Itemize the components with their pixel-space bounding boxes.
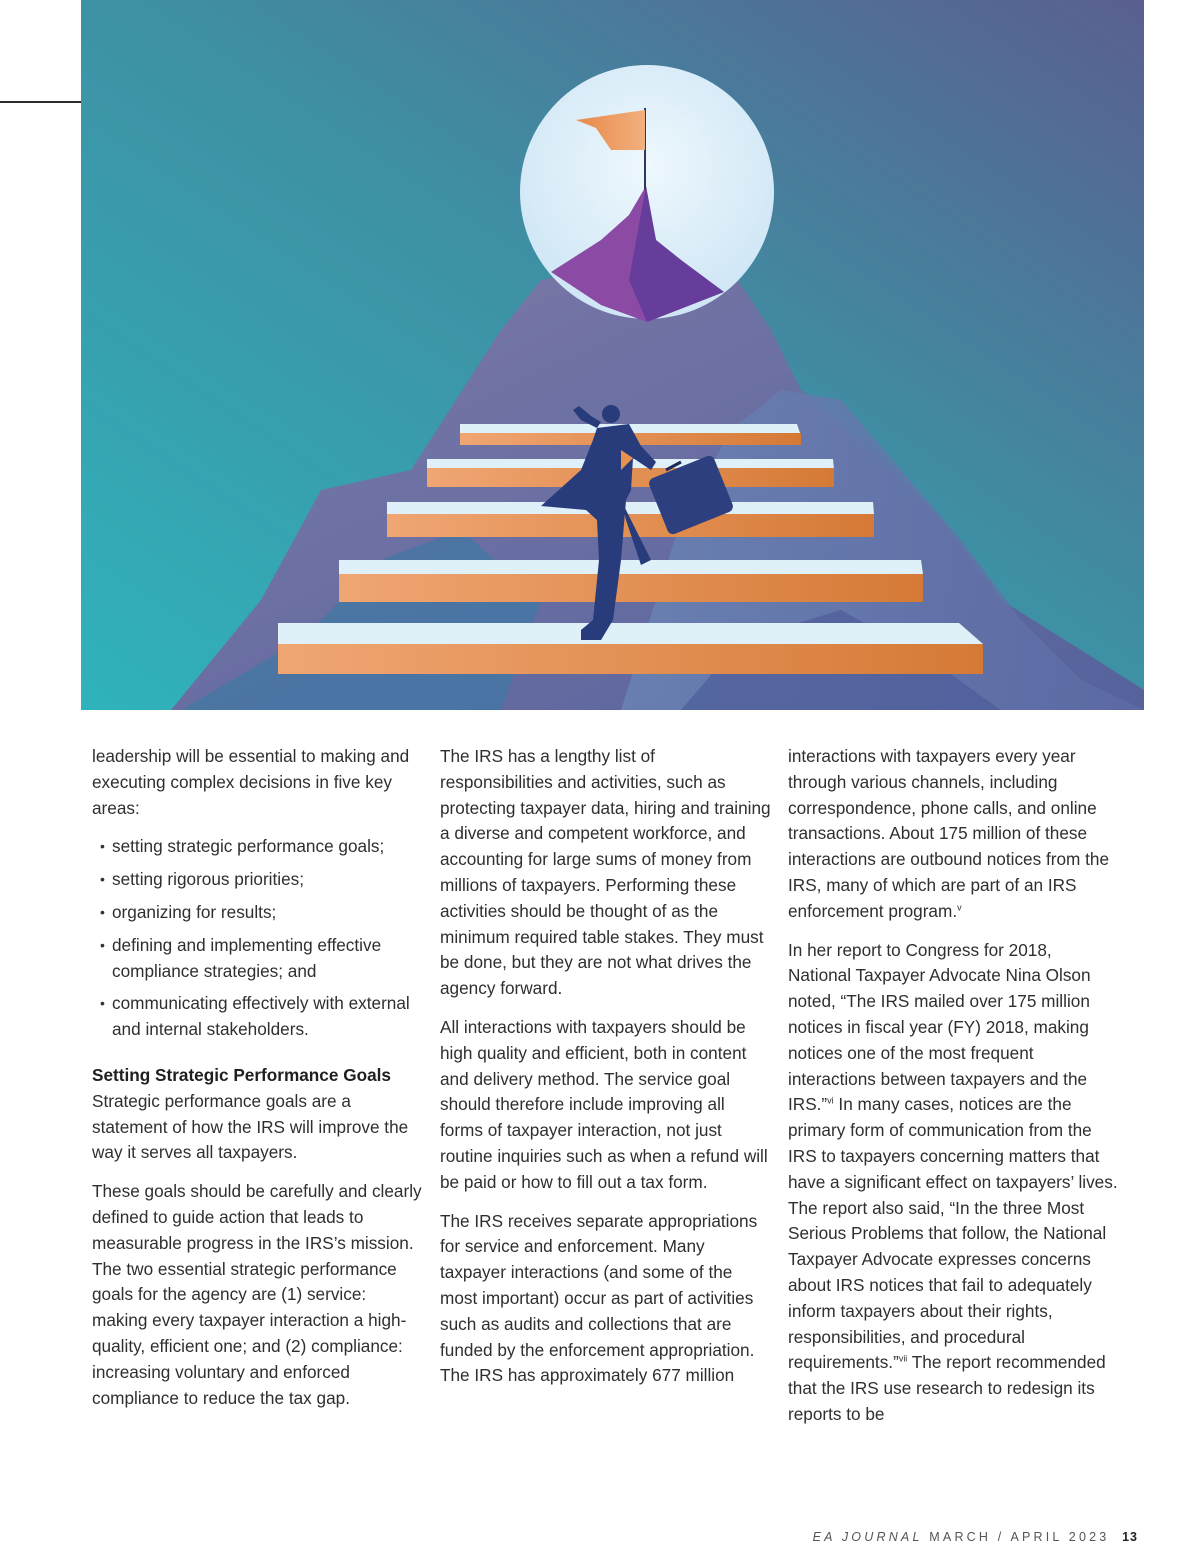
issue-date: MARCH / APRIL 2023	[929, 1530, 1110, 1544]
col3-p2-text-c: The report recommended that the IRS use research to redesign its reports to be	[788, 1352, 1106, 1424]
col2-paragraph-2: All interactions with taxpayers should be high quality and efficient, both in content and delivery method. The service goal should therefore include improving all forms of taxpayer interaction, not just routine inquiries such as when a refund will be paid or how to fill out a tax form.	[440, 1016, 768, 1192]
col3-p2-text-a: In her report to Congress for 2018, National Taxpayer Advocate Nina Olson noted, “The IRS mailed over 175 million notices in fiscal year (FY) 2018, making notices one of the most frequent interactions between taxpayers and the IRS.”	[788, 939, 1091, 1115]
endnote-ref: v	[957, 902, 962, 913]
col3-paragraph-2	[788, 938, 1118, 1428]
page-footer	[813, 1530, 1138, 1544]
illustration-svg	[81, 0, 1144, 710]
col2-paragraph-1: The IRS has a lengthy list of responsibilities and activities, such as protecting taxpayer data, hiring and training a diverse and competent workforce, and accounting for large sums of money from millions of taxpayers. Performing these activities should be thought of as the minimum required table stakes. They must be done, but they are not what drives the agency forward.	[440, 746, 771, 999]
list-item: • defining and implementing effective compliance strategies; and	[92, 933, 422, 985]
col1-section	[92, 1063, 422, 1166]
endnote-ref: vi	[827, 1095, 834, 1106]
list-item: • setting strategic performance goals;	[92, 834, 422, 860]
list-item: • communicating effectively with external and internal stakeholders.	[92, 991, 422, 1043]
section-heading: Setting Strategic Performance Goals	[92, 1064, 391, 1085]
page-number: 13	[1122, 1530, 1138, 1544]
col2-paragraph-3: The IRS receives separate appropriations for service and enforcement. Many taxpayer interactions (and some of the most important) occur as part of activities such as audits and collections that are funded by the enforcement appropriation. The IRS has approximately 677 million	[440, 1210, 758, 1386]
key-areas-list	[92, 834, 422, 1043]
col1-paragraph-2: These goals should be carefully and clearly defined to guide action that leads to measurable progress in the IRS’s mission. The two essential strategic performance goals for the agency are (1) service: making every taxpayer interaction a high-quality, efficient one; and (2) compliance: increasing voluntary and enforced compliance to reduce the tax gap.	[92, 1181, 422, 1408]
article-column-2	[440, 744, 772, 1402]
list-item: • setting rigorous priorities;	[92, 867, 422, 893]
article-column-1	[92, 744, 422, 1424]
col3-p2-text-b: In many cases, notices are the primary form of communication from the IRS to taxpayers concerning matters that have a significant effect on taxpayers’ lives. The report also said, “In the three Most Serious Problems that follow, the National Taxpayer Advocate expresses concerns about IRS notices that fail to adequately inform taxpayers about their rights, responsibilities, and procedural requirements.”	[788, 1094, 1118, 1373]
mountain-stairs-businessman-illustration	[81, 0, 1144, 710]
col1-intro: leadership will be essential to making and executing complex decisions in five key areas:	[92, 746, 410, 818]
col3-p1-text: interactions with taxpayers every year through various channels, including correspondence, phone calls, and online transactions. About 175 million of these interactions are outbound notices from the IRS, many of which are part of an IRS enforcement program.	[788, 746, 1110, 921]
col1-paragraph-1: Strategic performance goals are a statement of how the IRS will improve the way it serves all taxpayers.	[92, 1090, 409, 1163]
article-column-3	[788, 744, 1118, 1441]
col3-paragraph-1	[788, 744, 1118, 925]
magazine-name: EA JOURNAL	[812, 1530, 923, 1544]
header-rule	[0, 101, 81, 103]
list-item: • organizing for results;	[92, 900, 422, 926]
endnote-ref: vii	[898, 1353, 908, 1364]
